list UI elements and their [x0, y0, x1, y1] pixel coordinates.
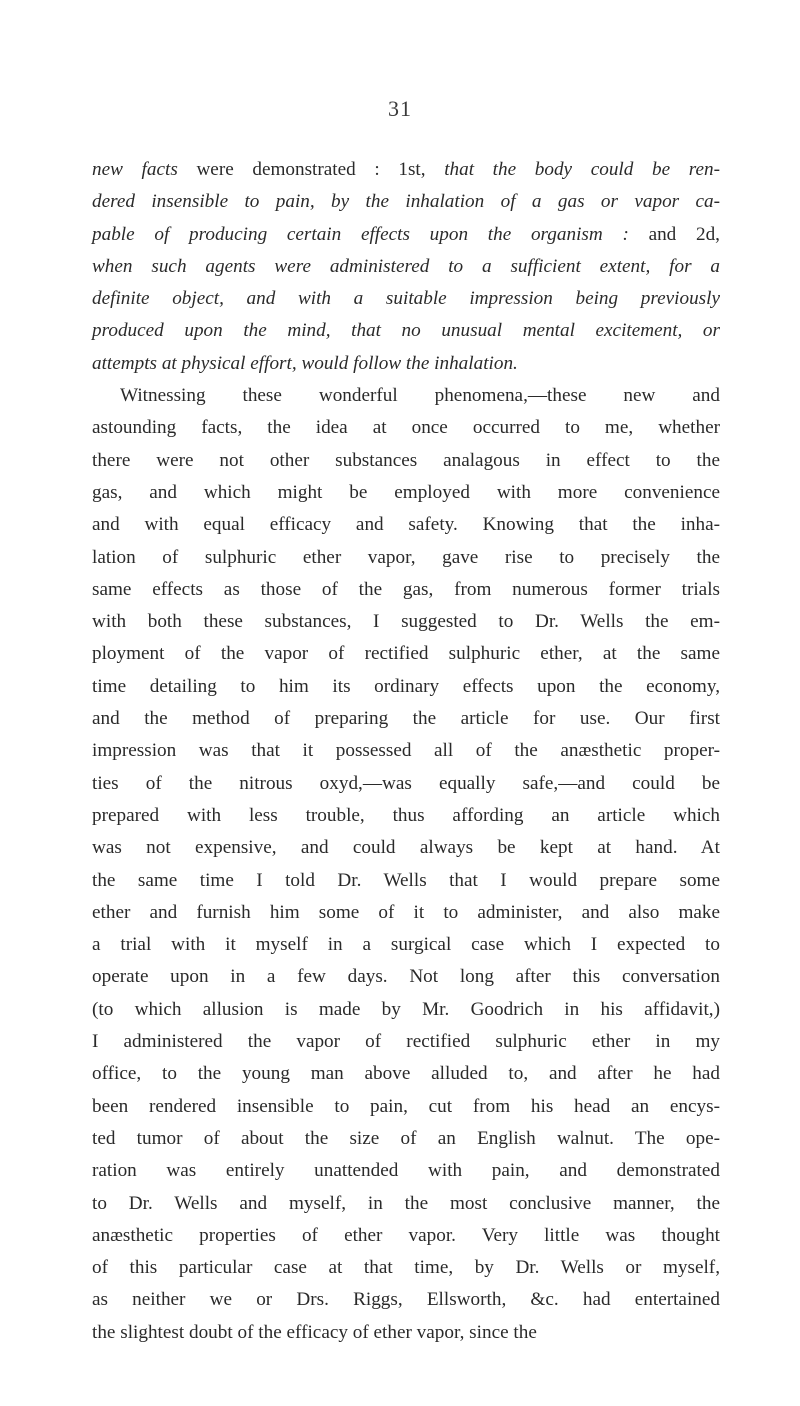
text-line	[92, 1155, 720, 1187]
italic-text: pable of producing certain effects upon the organism :	[92, 223, 629, 245]
text-run: a trial with it myself in a surgical case which I expected to	[92, 934, 720, 956]
italic-text: attempts at physical effort, would follow the inhalation.	[92, 352, 518, 374]
text-line	[92, 703, 720, 735]
text-run: and 2d,	[628, 223, 720, 245]
text-line	[92, 315, 720, 347]
text-line	[92, 865, 720, 897]
text-run: and the method of preparing the article for use. Our first	[92, 708, 720, 730]
text-run: anæsthetic properties of ether vapor. Very little was thought	[92, 1224, 720, 1246]
text-line	[92, 1317, 720, 1349]
text-line	[92, 606, 720, 638]
text-line	[92, 1220, 720, 1252]
text-run: operate upon in a few days. Not long after this conversation	[92, 966, 720, 988]
text-run: the slightest doubt of the efficacy of ether vapor, since the	[92, 1321, 537, 1343]
text-run: impression was that it possessed all of the anæsthetic proper-	[92, 740, 720, 762]
text-line	[92, 477, 720, 509]
text-run: ted tumor of about the size of an English walnut. The ope-	[92, 1127, 720, 1149]
page-number: 31	[388, 96, 412, 121]
text-run: ether and furnish him some of it to administer, and also make	[92, 901, 720, 923]
text-run: to Dr. Wells and myself, in the most conclusive manner, the	[92, 1192, 720, 1214]
text-line	[92, 1252, 720, 1284]
text-line	[92, 445, 720, 477]
text-run: as neither we or Drs. Riggs, Ellsworth, &c. had entertained	[92, 1289, 720, 1311]
text-line	[92, 638, 720, 670]
text-run: lation of sulphuric ether vapor, gave rise to precisely the	[92, 546, 720, 568]
italic-text: new facts	[92, 159, 178, 180]
text-line	[92, 735, 720, 767]
text-line	[92, 219, 720, 251]
italic-text: definite object, and with a suitable impression being previously	[92, 288, 720, 310]
text-run: were demonstrated : 1st,	[177, 159, 445, 180]
text-run: ration was entirely unattended with pain, and demonstrated	[92, 1160, 720, 1182]
text-line	[92, 542, 720, 574]
text-run: been rendered insensible to pain, cut from his head an encys-	[92, 1095, 720, 1117]
text-run: ties of the nitrous oxyd,—was equally safe,—and could be	[92, 772, 720, 794]
text-run: there were not other substances analagous in effect to the	[92, 449, 720, 471]
text-line	[92, 1284, 720, 1316]
text-line	[92, 251, 720, 283]
text-line	[92, 154, 720, 186]
text-line	[92, 509, 720, 541]
text-run: gas, and which might be employed with more convenience	[92, 481, 720, 503]
text-line	[92, 283, 720, 315]
text-line	[92, 961, 720, 993]
text-run: office, to the young man above alluded to, and after he had	[92, 1063, 720, 1085]
italic-text: dered insensible to pain, by the inhalation of a gas or vapor ca-	[92, 191, 720, 213]
text-run: was not expensive, and could always be kept at hand. At	[92, 837, 720, 859]
text-line	[92, 1026, 720, 1058]
text-line	[92, 1188, 720, 1220]
text-line	[92, 412, 720, 444]
text-line	[92, 1091, 720, 1123]
text-line	[92, 800, 720, 832]
text-line	[92, 1058, 720, 1090]
text-line	[92, 768, 720, 800]
text-line	[92, 832, 720, 864]
italic-text: when such agents were administered to a sufficient extent, for a	[92, 255, 720, 277]
text-run: prepared with less trouble, thus affording an article which	[92, 804, 720, 826]
text-run: Witnessing these wonderful phenomena,—these new and	[120, 385, 720, 407]
text-run: the same time I told Dr. Wells that I would prepare some	[92, 869, 720, 891]
text-run: of this particular case at that time, by Dr. Wells or myself,	[92, 1257, 720, 1279]
text-line	[92, 671, 720, 703]
text-line	[92, 348, 720, 380]
text-line	[92, 929, 720, 961]
text-line	[92, 994, 720, 1026]
text-run: same effects as those of the gas, from numerous former trials	[92, 578, 720, 600]
text-line	[92, 380, 720, 412]
text-run: ployment of the vapor of rectified sulphuric ether, at the same	[92, 643, 720, 665]
text-line	[92, 1123, 720, 1155]
text-run: astounding facts, the idea at once occurred to me, whether	[92, 417, 720, 439]
text-run: time detailing to him its ordinary effects upon the economy,	[92, 675, 720, 697]
text-line	[92, 186, 720, 218]
body-text	[92, 154, 720, 1349]
text-line	[92, 574, 720, 606]
text-run: with both these substances, I suggested to Dr. Wells the em-	[92, 611, 720, 633]
text-run: I administered the vapor of rectified sulphuric ether in my	[92, 1031, 720, 1053]
text-run: (to which allusion is made by Mr. Goodrich in his affidavit,)	[92, 998, 720, 1020]
text-run: and with equal efficacy and safety. Knowing that the inha-	[92, 514, 720, 536]
italic-text: produced upon the mind, that no unusual mental excitement, or	[92, 320, 720, 342]
italic-text: that the body could be ren-	[444, 159, 720, 180]
text-line	[92, 897, 720, 929]
